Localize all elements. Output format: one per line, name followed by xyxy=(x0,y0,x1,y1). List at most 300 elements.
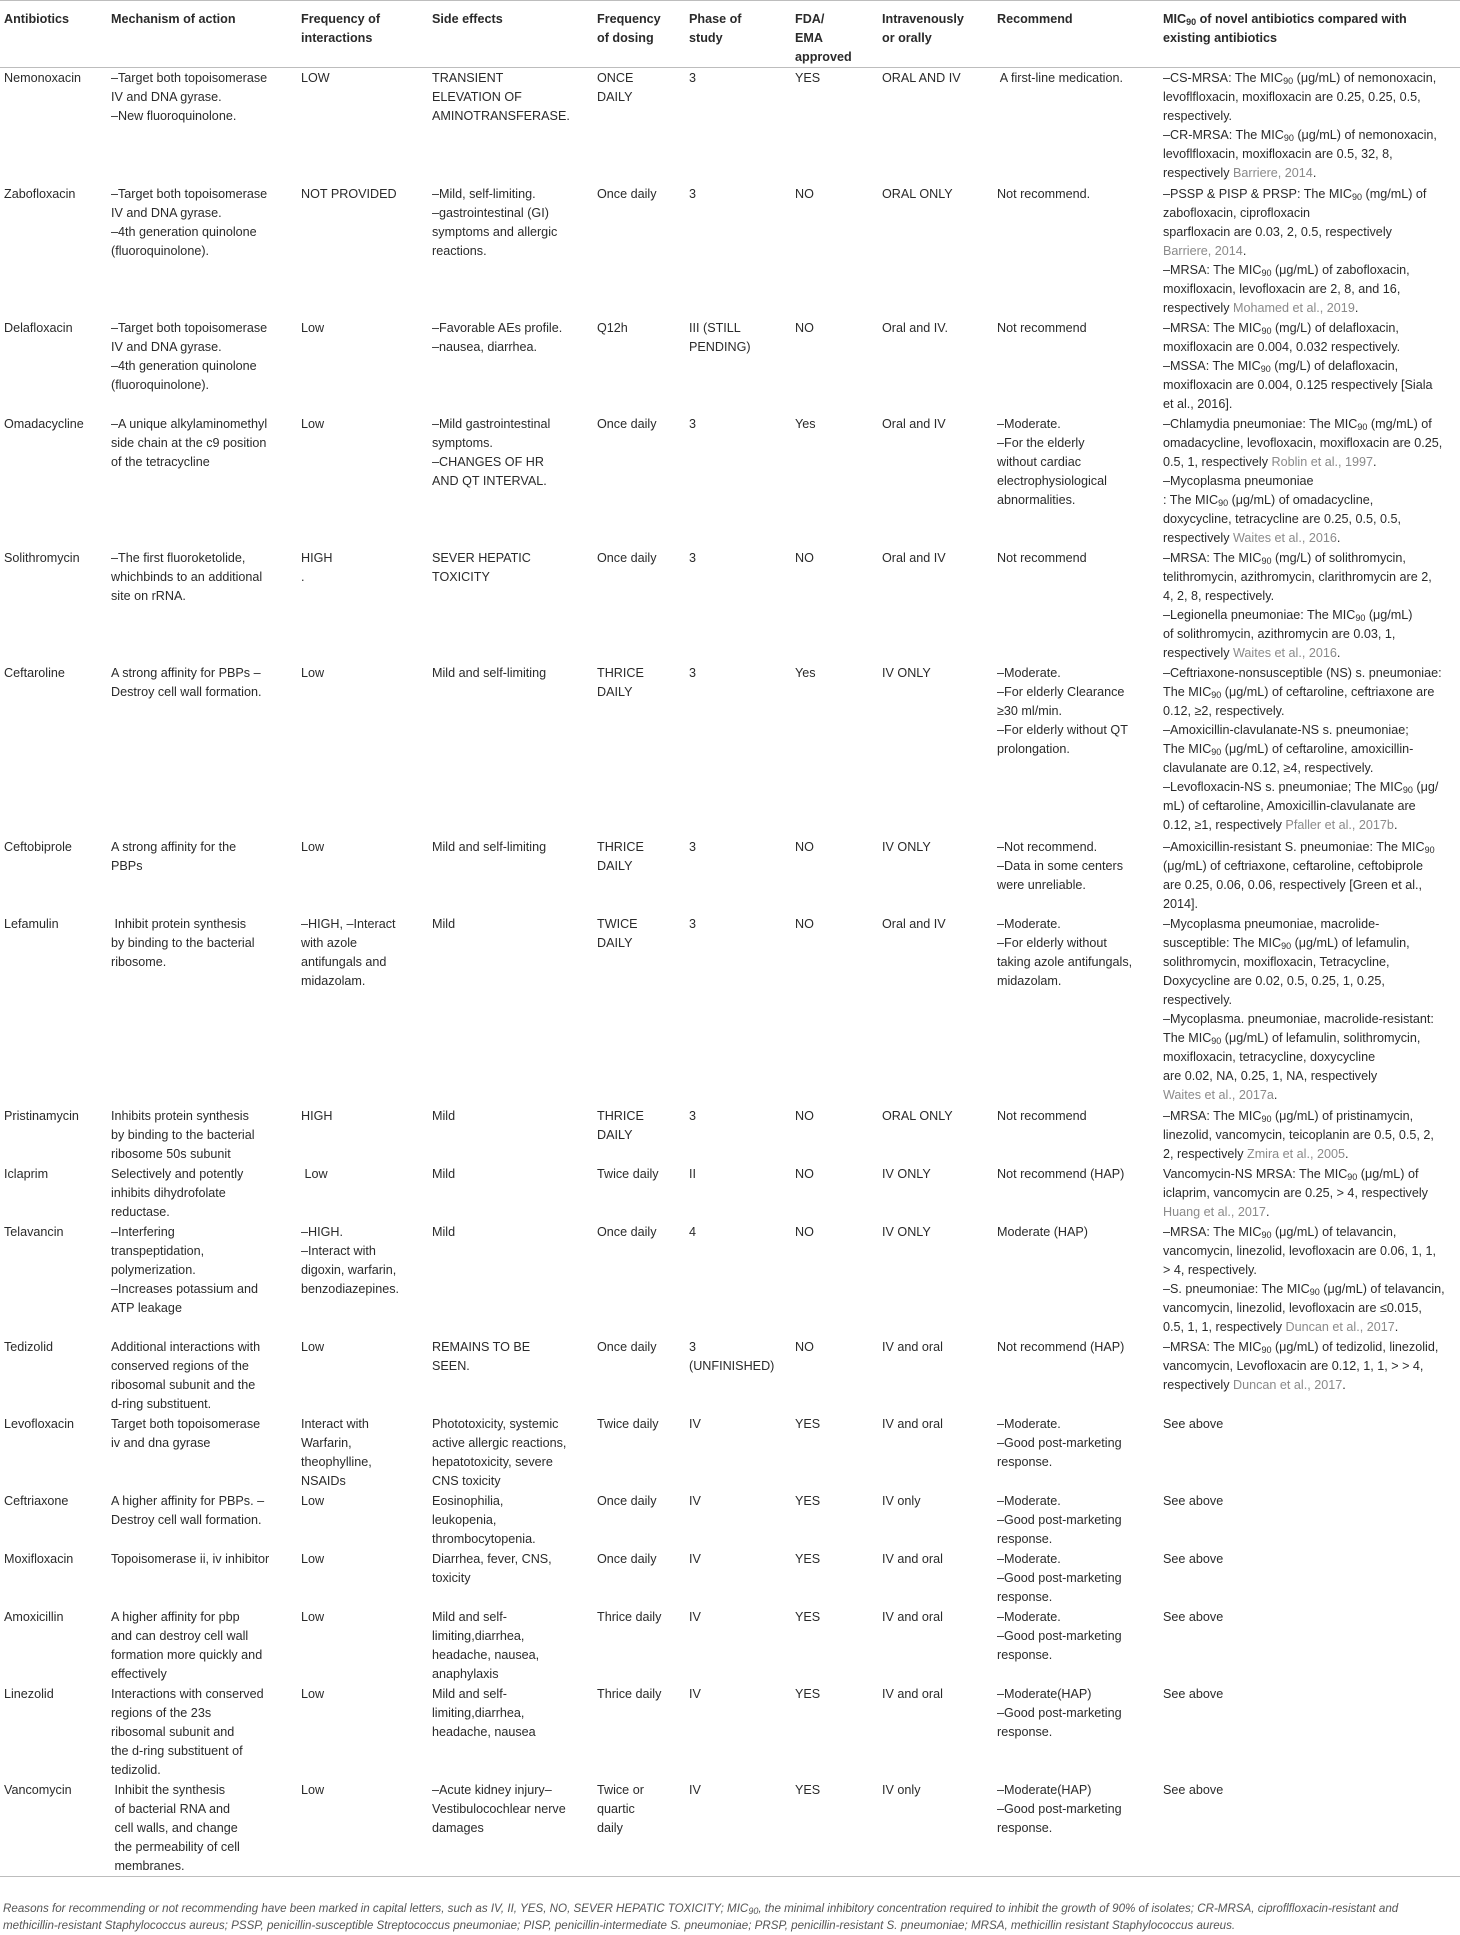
cell-interaction-frequency xyxy=(297,1549,428,1607)
cell-line: Mild xyxy=(432,1166,456,1181)
cell-study-phase xyxy=(685,548,791,663)
cell-line: (UNFINISHED) xyxy=(689,1358,775,1373)
cell-line: 3 xyxy=(689,839,697,854)
cell-route xyxy=(878,1222,993,1337)
cell-line: Levofloxacin xyxy=(4,1416,75,1431)
cell-line: (μg/mL) of ceftriaxone, ceftaroline, ceftobiprole xyxy=(1163,858,1423,873)
cell-line: . xyxy=(301,569,305,584)
citation[interactable]: Roblin et al., 1997 xyxy=(1271,454,1374,469)
cell-route xyxy=(878,414,993,548)
cell-line: Lefamulin xyxy=(4,916,59,931)
cell-fda-ema-approved xyxy=(791,1337,878,1414)
cell-line: ribosomal subunit and the xyxy=(111,1377,256,1392)
cell-line: respectively. xyxy=(1163,992,1233,1007)
cell-mechanism xyxy=(107,184,297,318)
cell-line: Tedizolid xyxy=(4,1339,54,1354)
cell-line: the d-ring substituent of xyxy=(111,1743,243,1758)
cell-line: –Mycoplasma pneumoniae, macrolide- xyxy=(1163,916,1380,931)
cell-line: Interactions with conserved xyxy=(111,1686,264,1701)
cell-antibiotic xyxy=(0,184,107,318)
cell-interaction-frequency xyxy=(297,1607,428,1684)
cell-line: –MRSA: The $MIC_{90}$ (μg/mL) of zabofloxacin, xyxy=(1163,262,1410,278)
cell-line: ORAL ONLY xyxy=(882,1108,953,1123)
cell-line: 3 xyxy=(689,416,697,431)
cell-line: active allergic reactions, xyxy=(432,1435,567,1450)
cell-line: thrombocytopenia. xyxy=(432,1531,536,1546)
cell-line: FDA/ xyxy=(795,12,825,26)
cell-line: anaphylaxis xyxy=(432,1666,499,1681)
cell-side-effects xyxy=(428,184,593,318)
cell-route xyxy=(878,1780,993,1877)
cell-interaction-frequency xyxy=(297,1780,428,1877)
header-recommendation xyxy=(993,1,1159,68)
cell-line: Moderate (HAP) xyxy=(997,1224,1088,1239)
cell-mic90-comparison xyxy=(1159,1684,1460,1780)
cell-line: –Increases potassium and xyxy=(111,1281,259,1296)
cell-line: –Moderate(HAP) xyxy=(997,1782,1092,1797)
cell-line: Not recommend xyxy=(997,320,1087,335)
cell-side-effects xyxy=(428,318,593,414)
table-row xyxy=(0,1780,1460,1877)
cell-line: of bacterial RNA and xyxy=(111,1801,231,1816)
cell-line: –Target both topoisomerase xyxy=(111,186,268,201)
cell-line: IV and oral xyxy=(882,1339,943,1354)
cell-recommendation xyxy=(993,68,1159,184)
cell-line: Mild xyxy=(432,1108,456,1123)
cell-line: IV and DNA gyrase. xyxy=(111,90,222,104)
cell-line: Selectively and potently xyxy=(111,1166,244,1181)
cell-line: inhibits dihydrofolate xyxy=(111,1185,226,1200)
cell-line: –Moderate. xyxy=(997,916,1061,931)
cell-line: IV and oral xyxy=(882,1416,943,1431)
header-fda-ema-approved xyxy=(791,1,878,68)
cell-route xyxy=(878,1549,993,1607)
cell-line: d-ring substituent. xyxy=(111,1396,212,1411)
cell-interaction-frequency xyxy=(297,1164,428,1222)
cell-line: respectively Barriere, 2014. xyxy=(1163,166,1317,180)
cell-antibiotic xyxy=(0,1337,107,1414)
cell-mechanism xyxy=(107,1491,297,1549)
cell-line: AND QT INTERVAL. xyxy=(432,473,547,488)
cell-line: ORAL ONLY xyxy=(882,186,953,201)
cell-route xyxy=(878,1164,993,1222)
cell-line: Low xyxy=(301,1339,325,1354)
citation[interactable]: Zmira et al., 2005 xyxy=(1247,1146,1345,1161)
cell-line: were unreliable. xyxy=(997,877,1086,892)
cell-study-phase xyxy=(685,914,791,1106)
cell-recommendation xyxy=(993,184,1159,318)
cell-line: Twice daily xyxy=(597,1416,659,1431)
cell-line: TOXICITY xyxy=(432,569,490,584)
cell-line: NO xyxy=(795,320,814,335)
cell-line: solithromycin, moxifloxacin, Tetracycline, xyxy=(1163,954,1390,969)
cell-line: –Mild gastrointestinal xyxy=(432,416,551,431)
header-interaction-frequency xyxy=(297,1,428,68)
cell-line: omadacycline, levofloxacin, moxifloxacin are 0.25, xyxy=(1163,435,1443,450)
cell-line: Once daily xyxy=(597,1224,657,1239)
cell-line: reactions. xyxy=(432,243,487,258)
cell-recommendation xyxy=(993,1491,1159,1549)
cell-fda-ema-approved xyxy=(791,837,878,914)
cell-line: Ceftriaxone xyxy=(4,1493,69,1508)
cell-line: > 4, respectively. xyxy=(1163,1262,1257,1277)
cell-line: regions of the 23s xyxy=(111,1705,212,1720)
cell-antibiotic xyxy=(0,1222,107,1337)
cell-line: response. xyxy=(997,1589,1053,1604)
cell-line: Inhibit protein synthesis xyxy=(111,916,247,931)
citation[interactable]: Waites et al., 2016 xyxy=(1233,530,1337,545)
cell-line: Inhibits protein synthesis xyxy=(111,1108,249,1123)
cell-line: symptoms and allergic xyxy=(432,224,558,239)
cell-line: –A unique alkylaminomethyl xyxy=(111,416,268,431)
table-row xyxy=(0,1549,1460,1607)
cell-line: respectively Waites et al., 2016. xyxy=(1163,645,1341,660)
cell-line: response. xyxy=(997,1820,1053,1835)
cell-line: IV xyxy=(689,1686,701,1701)
cell-study-phase xyxy=(685,663,791,837)
cell-line: effectively xyxy=(111,1666,167,1681)
cell-line: –Good post-marketing xyxy=(997,1801,1122,1816)
cell-line: vancomycin, linezolid, levofloxacin are 0.06, 1, 1, xyxy=(1163,1243,1437,1258)
cell-line: Linezolid xyxy=(4,1686,54,1701)
cell-line: Not recommend (HAP) xyxy=(997,1339,1125,1354)
cell-line: –Moderate. xyxy=(997,1416,1061,1431)
cell-line: –Moderate. xyxy=(997,665,1061,680)
cell-line: NO xyxy=(795,186,814,201)
cell-mechanism xyxy=(107,1684,297,1780)
cell-line: 3 xyxy=(689,186,697,201)
cell-line: –Good post-marketing xyxy=(997,1435,1122,1450)
cell-line: 3 xyxy=(689,1339,697,1354)
cell-line: THRICE xyxy=(597,1108,644,1123)
cell-antibiotic xyxy=(0,1164,107,1222)
cell-line: See above xyxy=(1163,1416,1224,1431)
cell-fda-ema-approved xyxy=(791,548,878,663)
citation[interactable]: Waites et al., 2017a xyxy=(1163,1087,1274,1102)
cell-line: IV only xyxy=(882,1493,921,1508)
cell-line: vancomycin, linezolid, levofloxacin are ≤0.015, xyxy=(1163,1300,1422,1315)
table-row xyxy=(0,1491,1460,1549)
cell-recommendation xyxy=(993,1164,1159,1222)
table-row xyxy=(0,318,1460,414)
cell-line: Mild and self- xyxy=(432,1686,507,1701)
table-row xyxy=(0,1414,1460,1491)
cell-dosing-frequency xyxy=(593,184,685,318)
cell-line: TRANSIENT xyxy=(432,71,504,85)
table-row xyxy=(0,1222,1460,1337)
header-mic90-comparison xyxy=(1159,1,1460,68)
cell-dosing-frequency xyxy=(593,318,685,414)
cell-dosing-frequency xyxy=(593,1607,685,1684)
cell-line: –Good post-marketing xyxy=(997,1512,1122,1527)
cell-line: formation more quickly and xyxy=(111,1647,263,1662)
cell-line: IV xyxy=(689,1782,701,1797)
cell-line: III (STILL xyxy=(689,320,741,335)
table-row xyxy=(0,1164,1460,1222)
cell-line: response. xyxy=(997,1454,1053,1469)
cell-line: Omadacycline xyxy=(4,416,84,431)
cell-line: See above xyxy=(1163,1609,1224,1624)
cell-line: YES xyxy=(795,1609,821,1624)
cell-line: Twice or xyxy=(597,1782,644,1797)
cell-line: –Legionella pneumoniae: The $MIC_{90}$ (μg/mL) xyxy=(1163,607,1413,623)
cell-line: with azole xyxy=(301,935,358,950)
header-row xyxy=(0,1,1460,68)
cell-line: –4th generation quinolone xyxy=(111,358,257,373)
cell-line: symptoms. xyxy=(432,435,493,450)
cell-line: iclaprim, vancomycin are 0.25, > 4, respectively xyxy=(1163,1185,1428,1200)
cell-line: –Favorable AEs profile. xyxy=(432,320,563,335)
cell-antibiotic xyxy=(0,1414,107,1491)
cell-line: Low xyxy=(301,839,325,854)
cell-line: Low xyxy=(301,1166,328,1181)
cell-line: Vancomycin xyxy=(4,1782,72,1797)
cell-line: Diarrhea, fever, CNS, xyxy=(432,1551,552,1566)
cell-line: theophylline, xyxy=(301,1454,372,1469)
cell-line: HIGH xyxy=(301,550,333,565)
cell-fda-ema-approved xyxy=(791,1684,878,1780)
cell-line: Side effects xyxy=(432,12,503,26)
cell-route xyxy=(878,1684,993,1780)
table-row xyxy=(0,1684,1460,1780)
cell-line: Low xyxy=(301,1609,325,1624)
cell-line: Mild and self-limiting xyxy=(432,839,547,854)
citation[interactable]: Barriere, 2014 xyxy=(1233,166,1313,180)
table-row xyxy=(0,1337,1460,1414)
citation[interactable]: Duncan et al., 2017 xyxy=(1233,1377,1343,1392)
cell-recommendation xyxy=(993,1549,1159,1607)
cell-line: Frequency xyxy=(597,12,661,26)
cell-study-phase xyxy=(685,1780,791,1877)
cell-line: Thrice daily xyxy=(597,1686,662,1701)
cell-recommendation xyxy=(993,1780,1159,1877)
cell-mic90-comparison xyxy=(1159,318,1460,414)
cell-line: Solithromycin xyxy=(4,550,80,565)
cell-line: –New fluoroquinolone. xyxy=(111,109,237,123)
citation[interactable]: Pfaller et al., 2017b xyxy=(1285,817,1394,832)
cell-fda-ema-approved xyxy=(791,318,878,414)
cell-mechanism xyxy=(107,1222,297,1337)
cell-fda-ema-approved xyxy=(791,1607,878,1684)
cell-line: prolongation. xyxy=(997,741,1070,756)
cell-line: NOT PROVIDED xyxy=(301,186,397,201)
table-row xyxy=(0,837,1460,914)
cell-fda-ema-approved xyxy=(791,663,878,837)
cell-line: Pristinamycin xyxy=(4,1108,79,1123)
cell-line: See above xyxy=(1163,1551,1224,1566)
cell-line: 3 xyxy=(689,1108,697,1123)
cell-route xyxy=(878,184,993,318)
cell-line: taking azole antifungals, xyxy=(997,954,1133,969)
cell-line: NO xyxy=(795,1224,814,1239)
cell-side-effects xyxy=(428,1549,593,1607)
cell-line: IV and DNA gyrase. xyxy=(111,205,222,220)
cell-dosing-frequency xyxy=(593,1491,685,1549)
cell-mic90-comparison xyxy=(1159,1549,1460,1607)
citation[interactable]: Huang et al., 2017 xyxy=(1163,1204,1266,1219)
cell-line: Vestibulocochlear nerve xyxy=(432,1801,566,1816)
cell-mechanism xyxy=(107,1780,297,1877)
cell-line: Huang et al., 2017. xyxy=(1163,1204,1270,1219)
cell-line: the permeability of cell xyxy=(111,1839,240,1854)
cell-line: moxifloxacin are 0.004, 0.125 respectively [Siala xyxy=(1163,377,1433,392)
cell-antibiotic xyxy=(0,1491,107,1549)
cell-line: NO xyxy=(795,1339,814,1354)
cell-line: zabofloxacin, ciprofloxacin xyxy=(1163,205,1311,220)
cell-line: response. xyxy=(997,1647,1053,1662)
table-row xyxy=(0,1607,1460,1684)
cell-line: DAILY xyxy=(597,90,633,104)
cell-line: –Moderate. xyxy=(997,1493,1061,1508)
cell-fda-ema-approved xyxy=(791,1222,878,1337)
cell-line: : The $MIC_{90}$ (μg/mL) of omadacycline, xyxy=(1163,492,1374,508)
cell-line: A strong affinity for the xyxy=(111,839,237,854)
cell-line: cell walls, and change xyxy=(111,1820,238,1835)
cell-route xyxy=(878,1106,993,1164)
cell-line: tedizolid. xyxy=(111,1762,161,1777)
cell-line: –Mycoplasma pneumoniae xyxy=(1163,473,1314,488)
cell-study-phase xyxy=(685,1414,791,1491)
cell-line: Phase of xyxy=(689,12,742,26)
cell-side-effects xyxy=(428,548,593,663)
cell-mic90-comparison xyxy=(1159,663,1460,837)
cell-fda-ema-approved xyxy=(791,1491,878,1549)
cell-line: Destroy cell wall formation. xyxy=(111,684,262,699)
cell-antibiotic xyxy=(0,414,107,548)
cell-dosing-frequency xyxy=(593,837,685,914)
cell-line: without cardiac xyxy=(997,454,1081,469)
cell-dosing-frequency xyxy=(593,1164,685,1222)
cell-line: respectively Mohamed et al., 2019. xyxy=(1163,300,1359,315)
cell-line: moxifloxacin are 0.004, 0.032 respectively. xyxy=(1163,339,1401,354)
cell-line: Nemonoxacin xyxy=(4,71,82,85)
cell-fda-ema-approved xyxy=(791,68,878,184)
cell-line: (fluoroquinolone). xyxy=(111,243,210,258)
cell-line: YES xyxy=(795,1782,821,1797)
cell-line: Waites et al., 2017a. xyxy=(1163,1087,1278,1102)
cell-line: reductase. xyxy=(111,1204,170,1219)
cell-line: ORAL AND IV xyxy=(882,71,961,85)
cell-line: ATP leakage xyxy=(111,1300,182,1315)
cell-fda-ema-approved xyxy=(791,914,878,1106)
cell-line: Mechanism of action xyxy=(111,12,236,26)
cell-line: –Acute kidney injury– xyxy=(432,1782,552,1797)
cell-line: NO xyxy=(795,550,814,565)
cell-line: Low xyxy=(301,416,325,431)
cell-line: Iclaprim xyxy=(4,1166,49,1181)
cell-mechanism xyxy=(107,1106,297,1164)
cell-line: Recommend xyxy=(997,12,1073,26)
cell-line: Low xyxy=(301,665,325,680)
cell-interaction-frequency xyxy=(297,1337,428,1414)
cell-line: (fluoroquinolone). xyxy=(111,377,210,392)
cell-line: limiting,diarrhea, xyxy=(432,1705,525,1720)
cell-side-effects xyxy=(428,1684,593,1780)
cell-line: transpeptidation, xyxy=(111,1243,205,1258)
cell-line: DAILY xyxy=(597,1127,633,1142)
cell-side-effects xyxy=(428,1222,593,1337)
table-row xyxy=(0,548,1460,663)
cell-route xyxy=(878,1337,993,1414)
cell-line: IV ONLY xyxy=(882,839,931,854)
header-antibiotic xyxy=(0,1,107,68)
cell-line: IV xyxy=(689,1609,701,1624)
citation[interactable]: Barriere, 2014 xyxy=(1163,243,1243,258)
cell-mic90-comparison xyxy=(1159,1337,1460,1414)
cell-line: HIGH xyxy=(301,1108,333,1123)
cell-mechanism xyxy=(107,414,297,548)
cell-line: –gastrointestinal (GI) xyxy=(432,205,549,220)
cell-line: –PSSP & PISP & PRSP: The $MIC_{90}$ (mg/mL) of xyxy=(1163,186,1427,202)
cell-line: methicillin-resistant Staphylococcus aureus; PSSP, penicillin-susceptible Streptococcus pneumoniae; PISP, penicillin-intermediate S. pneumoniae; PRSP, penicillin-resistant S. pneumoniae; MRSA, methicillin resistant Staphylococcus aureus. xyxy=(3,1919,1236,1932)
cell-line: linezolid, vancomycin, teicoplanin are 0.5, 0.5, 2, xyxy=(1163,1127,1434,1142)
cell-dosing-frequency xyxy=(593,1780,685,1877)
table-footnote xyxy=(3,1900,1458,1934)
cell-fda-ema-approved xyxy=(791,414,878,548)
citation[interactable]: Mohamed et al., 2019 xyxy=(1233,300,1355,315)
cell-mechanism xyxy=(107,548,297,663)
cell-line: –MRSA: The $MIC_{90}$ (mg/L) of delafloxacin, xyxy=(1163,320,1399,336)
cell-line: Twice daily xyxy=(597,1166,659,1181)
cell-interaction-frequency xyxy=(297,1491,428,1549)
cell-line: –Target both topoisomerase xyxy=(111,71,268,85)
cell-line: Once daily xyxy=(597,1551,657,1566)
cell-line: iv and dna gyrase xyxy=(111,1435,211,1450)
cell-line: are 0.25, 0.06, 0.06, respectively [Green et al., xyxy=(1163,877,1423,892)
cell-interaction-frequency xyxy=(297,184,428,318)
cell-line: –For elderly Clearance xyxy=(997,684,1125,699)
cell-line: II xyxy=(689,1166,696,1181)
cell-line: by binding to the bacterial xyxy=(111,935,255,950)
cell-fda-ema-approved xyxy=(791,1549,878,1607)
cell-line: NSAIDs xyxy=(301,1473,346,1488)
cell-line: Once daily xyxy=(597,550,657,565)
cell-line: clavulanate are 0.12, ≥4, respectively. xyxy=(1163,760,1374,775)
cell-line: moxifloxacin, tetracycline, doxycycline xyxy=(1163,1049,1376,1064)
cell-line: interactions xyxy=(301,31,373,45)
citation[interactable]: Waites et al., 2016 xyxy=(1233,645,1337,660)
cell-line: $MIC_{90}$ of novel antibiotics compared with xyxy=(1163,12,1407,27)
cell-mechanism xyxy=(107,68,297,184)
cell-line: –Mild, self-limiting. xyxy=(432,186,536,201)
cell-line: quartic xyxy=(597,1801,635,1816)
cell-line: –Amoxicillin-resistant S. pneumoniae: The $MIC_{90}$ xyxy=(1163,839,1435,855)
cell-line: susceptible: The $MIC_{90}$ (μg/mL) of lefamulin, xyxy=(1163,935,1410,951)
cell-recommendation xyxy=(993,1607,1159,1684)
cell-line: TWICE xyxy=(597,916,638,931)
cell-line: headache, nausea xyxy=(432,1724,536,1739)
table-row xyxy=(0,663,1460,837)
cell-line: –Moderate. xyxy=(997,1609,1061,1624)
cell-line: limiting,diarrhea, xyxy=(432,1628,525,1643)
cell-line: See above xyxy=(1163,1686,1224,1701)
cell-interaction-frequency xyxy=(297,837,428,914)
cell-mic90-comparison xyxy=(1159,837,1460,914)
citation[interactable]: Duncan et al., 2017 xyxy=(1285,1319,1395,1334)
cell-mechanism xyxy=(107,1164,297,1222)
cell-line: THRICE xyxy=(597,665,644,680)
cell-line: daily xyxy=(597,1820,623,1835)
table-row xyxy=(0,414,1460,548)
cell-line: Oral and IV xyxy=(882,416,946,431)
cell-line: YES xyxy=(795,1686,821,1701)
cell-line: by binding to the bacterial xyxy=(111,1127,255,1142)
cell-route xyxy=(878,548,993,663)
cell-line: IV only xyxy=(882,1782,921,1797)
cell-line: –MRSA: The $MIC_{90}$ (μg/mL) of telavancin, xyxy=(1163,1224,1397,1240)
cell-study-phase xyxy=(685,184,791,318)
cell-line: IV xyxy=(689,1493,701,1508)
